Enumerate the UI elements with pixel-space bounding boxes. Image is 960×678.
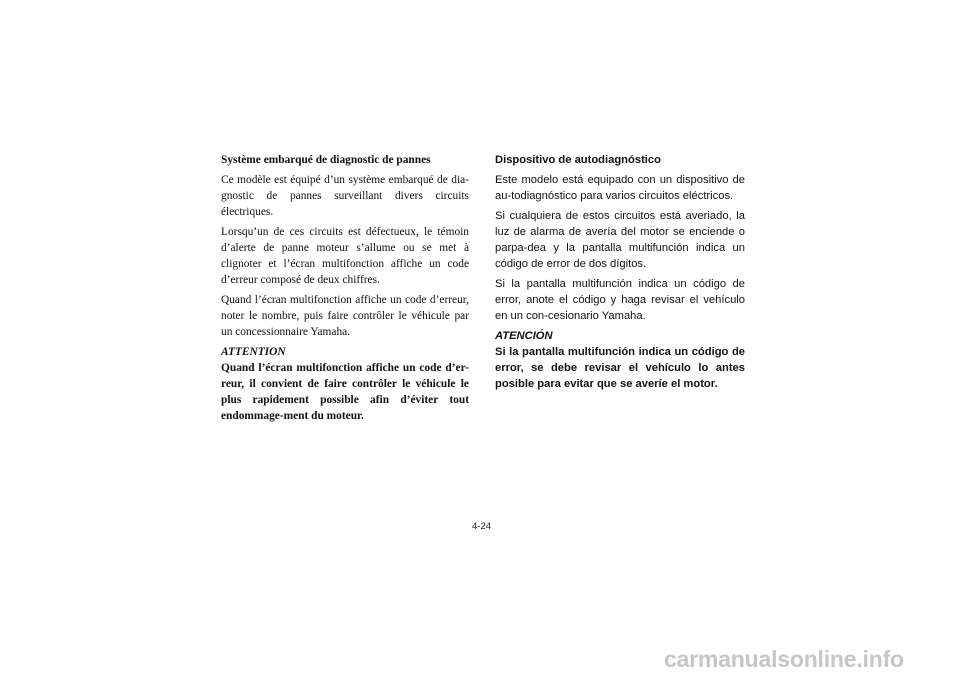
french-paragraph-3: Quand l’écran multifonction affiche un code d’erreur, noter le nombre, puis faire contrôler le véhicule par un concessionnaire Yamaha.	[221, 294, 469, 338]
french-caution-text: Quand l’écran multifonction affiche un code d’er-reur, il convient de faire contrôler le véhicule le plus rapidement possible afin d’éviter tout endommage-ment du moteur.	[221, 362, 469, 422]
french-caution-title: ATTENTION	[221, 346, 286, 358]
spanish-paragraph-3: Si la pantalla multifunción indica un código de error, anote el código y haga revisar el vehículo en un con-cesionario Yamaha.	[495, 278, 745, 322]
watermark: carmanualsonline.info	[664, 646, 904, 672]
page-number: 4-24	[472, 521, 492, 532]
spanish-heading: Dispositivo de autodiagnóstico	[495, 154, 661, 166]
french-paragraph-1: Ce modèle est équipé d’un système embarqué de dia-gnostic de pannes surveillant divers circuits électriques.	[221, 174, 469, 218]
spanish-caution-text: Si la pantalla multifunción indica un código de error, se debe revisar el vehículo lo antes posible para evitar que se averíe el motor.	[495, 346, 745, 390]
spanish-paragraph-2: Si cualquiera de estos circuitos está averiado, la luz de alarma de avería del motor se enciende o parpa-dea y la pantalla multifunción indica un código de error de dos dígitos.	[495, 210, 745, 270]
spanish-caution-title: ATENCIÓN	[495, 330, 553, 342]
spanish-paragraph-1: Este modelo está equipado con un dispositivo de au-todiagnóstico para varios circuitos eléctricos.	[495, 174, 745, 202]
spanish-column	[495, 152, 745, 392]
french-column	[221, 152, 469, 424]
french-paragraph-2: Lorsqu’un de ces circuits est défectueux, le témoin d’alerte de panne moteur s’allume ou se met à clignoter et l’écran multifonction affiche un code d’erreur composé de deux chiffres.	[221, 226, 469, 286]
french-heading: Système embarqué de diagnostic de pannes	[221, 154, 431, 166]
